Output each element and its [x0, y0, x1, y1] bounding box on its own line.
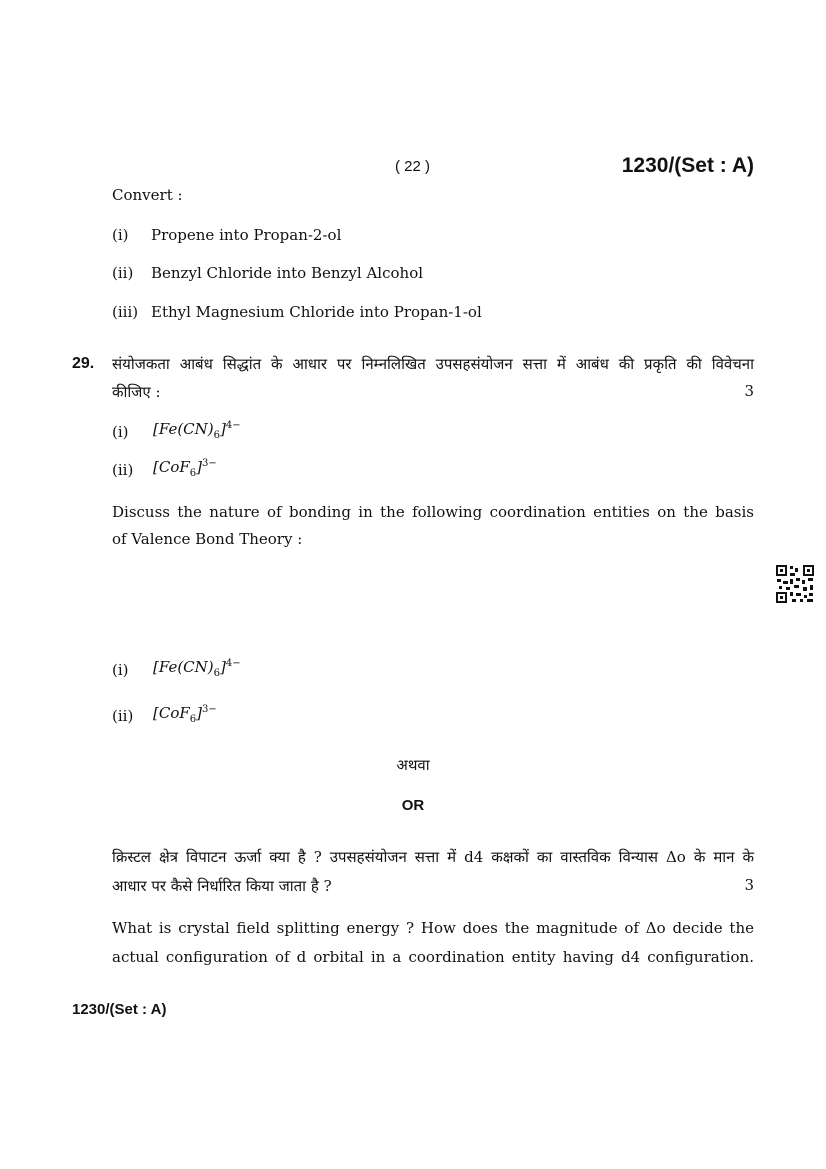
set-code-header: 1230/(Set : A): [621, 154, 754, 177]
question-english-line: Discuss the nature of bonding in the following coordination entities on the basis: [112, 503, 754, 521]
formula-co-f: $[CoF_6]^{3-}$: [153, 458, 217, 479]
question-english-line-end: of Valence Bond Theory :: [112, 530, 303, 548]
formula-item-num: (ii): [112, 461, 134, 479]
convert-item-text: Benzyl Chloride into Benzyl Alcohol: [151, 264, 424, 282]
convert-item-text: Ethyl Magnesium Chloride into Propan-1-ol: [151, 303, 482, 321]
question-hindi-line-end: कीजिए :: [112, 383, 161, 401]
marks: 3: [744, 876, 754, 894]
set-code-footer: 1230/(Set : A): [72, 1001, 167, 1018]
marks: 3: [744, 382, 754, 400]
alt-english-line-end: actual configuration of d orbital in a coordination entity having d4 configuration.: [112, 948, 754, 966]
formula-item-num: (i): [112, 423, 129, 441]
qr-code-icon: [776, 565, 814, 603]
formula-item-num: (i): [112, 661, 129, 679]
alt-hindi-line: क्रिस्टल क्षेत्र विपाटन ऊर्जा क्या है ? उपसहसंयोजन सत्ता में d4 कक्षकों का वास्तविक विन्यास Δo के मान के: [112, 848, 754, 866]
formula-fe-cn: $[Fe(CN)_6]^{4-}$: [153, 658, 241, 679]
question-number: 29.: [72, 355, 95, 372]
convert-item-num: (ii): [112, 264, 134, 282]
convert-item-num: (i): [112, 226, 129, 244]
convert-label: Convert :: [112, 186, 183, 204]
formula-fe-cn: $[Fe(CN)_6]^{4-}$: [153, 420, 241, 441]
formula-co-f: $[CoF_6]^{3-}$: [153, 704, 217, 725]
convert-item-num: (iii): [112, 303, 139, 321]
convert-item-text: Propene into Propan-2-ol: [151, 226, 342, 244]
question-hindi-line: संयोजकता आबंध सिद्धांत के आधार पर निम्नलिखित उपसहसंयोजन सत्ता में आबंध की प्रकृति की विवेचना: [112, 355, 754, 373]
or-english: OR: [401, 797, 425, 814]
alt-english-line: What is crystal field splitting energy ? How does the magnitude of Δo decide the: [112, 919, 754, 937]
formula-item-num: (ii): [112, 707, 134, 725]
or-hindi: अथवा: [396, 756, 430, 774]
page-number: ( 22 ): [395, 158, 431, 175]
alt-hindi-line-end: आधार पर कैसे निर्धारित किया जाता है ?: [112, 877, 332, 895]
